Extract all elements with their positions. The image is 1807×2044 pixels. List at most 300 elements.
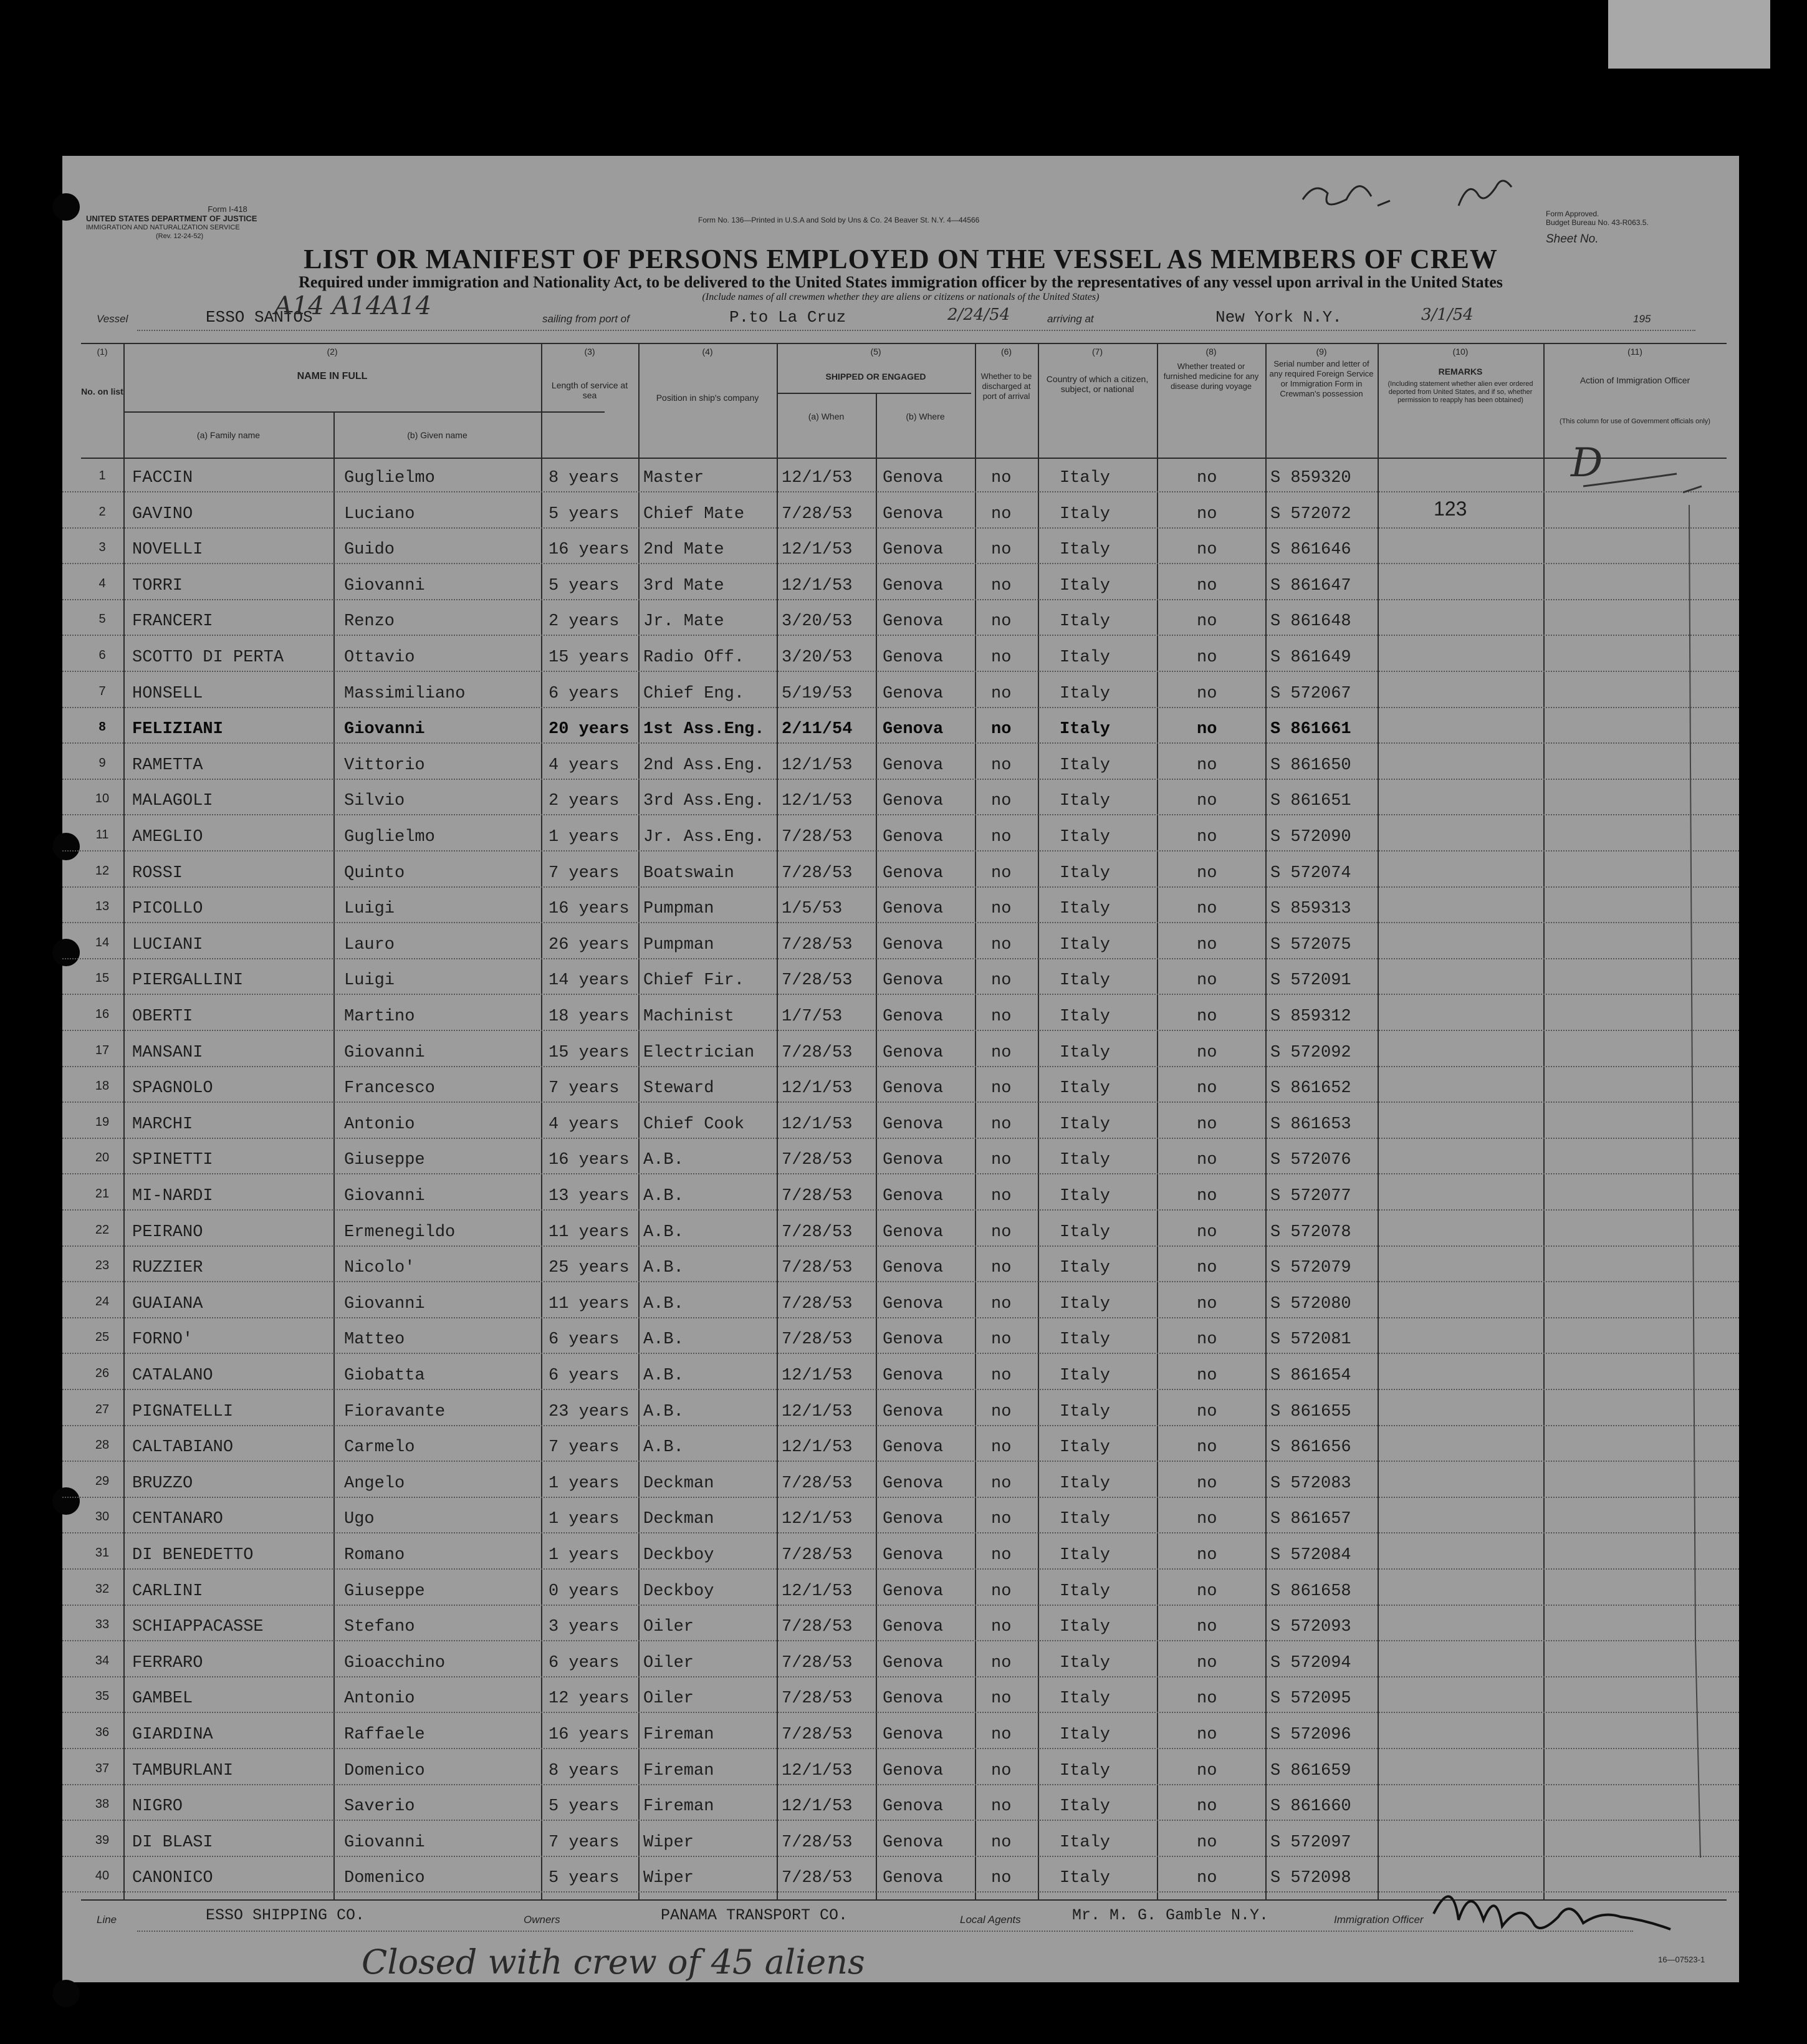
- shipped-when: 12/1/53: [782, 1079, 853, 1098]
- position: A.B.: [643, 1294, 684, 1313]
- family-name: GAMBEL: [132, 1689, 193, 1709]
- position: A.B.: [643, 1222, 684, 1242]
- shipped-where: Genova: [883, 1294, 944, 1313]
- discharge: no: [991, 756, 1012, 775]
- row-number: 9: [98, 756, 106, 770]
- vessel-line-rule: [137, 329, 1695, 331]
- country: Italy: [1060, 756, 1111, 775]
- line-value: ESSO SHIPPING CO.: [206, 1906, 365, 1924]
- shipped-when: 7/28/53: [782, 1869, 853, 1888]
- shipped-where: Genova: [883, 1330, 944, 1350]
- shipped-where: Genova: [883, 612, 944, 631]
- shipped-when: 3/20/53: [782, 612, 853, 631]
- row-number: 13: [95, 900, 110, 914]
- table-row: [62, 783, 1739, 819]
- col-header-when: (a) When: [808, 411, 845, 421]
- discharge: no: [991, 1115, 1012, 1134]
- row-rule: [62, 635, 1739, 636]
- shipped-where: Genova: [883, 1581, 944, 1601]
- medicine: no: [1197, 1869, 1217, 1888]
- col-11-number: (11): [1627, 347, 1642, 357]
- row-rule: [62, 1820, 1739, 1821]
- row-number: 20: [95, 1151, 110, 1165]
- country: Italy: [1060, 1366, 1111, 1385]
- position: Steward: [643, 1079, 714, 1098]
- discharge: no: [991, 1294, 1012, 1313]
- serial-number: S 572077: [1270, 1187, 1351, 1206]
- row-rule: [62, 1138, 1739, 1139]
- shipped-where: Genova: [883, 1079, 944, 1098]
- medicine: no: [1197, 863, 1217, 883]
- position: Deckman: [643, 1474, 714, 1493]
- country: Italy: [1060, 1187, 1111, 1206]
- row-rule: [62, 707, 1739, 708]
- arrival-date: 3/1/54: [1421, 305, 1474, 324]
- country: Italy: [1060, 1797, 1111, 1816]
- discharge: no: [991, 1007, 1012, 1026]
- shipped-when: 7/28/53: [782, 1833, 853, 1852]
- shipped-when: 7/28/53: [782, 1259, 853, 1278]
- shipped-when: 7/28/53: [782, 504, 853, 524]
- serial-number: S 572094: [1270, 1653, 1351, 1672]
- vessel-label: Vessel: [97, 313, 128, 325]
- position: Chief Cook: [643, 1115, 745, 1134]
- action-column-pen-line: [1546, 455, 1720, 1889]
- remark-number: 123: [1434, 497, 1467, 520]
- family-name: PIERGALLINI: [132, 971, 244, 991]
- position: Deckboy: [643, 1581, 714, 1601]
- shipped-subheader-rule: [778, 393, 971, 394]
- col-header-service: Length of service at sea: [551, 380, 628, 400]
- row-number: 39: [95, 1833, 110, 1847]
- row-rule: [62, 491, 1739, 492]
- given-name: Stefano: [344, 1618, 415, 1637]
- year-suffix: 195: [1633, 313, 1651, 325]
- country: Italy: [1060, 1079, 1111, 1098]
- given-name: Francesco: [344, 1079, 435, 1098]
- service-length: 16 years: [549, 1151, 630, 1170]
- handwritten-marks: [1284, 162, 1533, 218]
- medicine: no: [1197, 792, 1217, 811]
- serial-number: S 572098: [1270, 1869, 1351, 1888]
- shipped-where: Genova: [883, 1222, 944, 1242]
- service-length: 16 years: [549, 900, 630, 919]
- row-rule: [62, 1532, 1739, 1533]
- country: Italy: [1060, 1725, 1111, 1744]
- family-name: MANSANI: [132, 1043, 203, 1062]
- given-name: Giovanni: [344, 1187, 425, 1206]
- shipped-when: 7/28/53: [782, 971, 853, 991]
- col-8-number: (8): [1205, 347, 1217, 357]
- given-name: Guglielmo: [344, 828, 435, 847]
- discharge: no: [991, 1438, 1012, 1457]
- row-rule: [62, 1856, 1739, 1857]
- discharge: no: [991, 720, 1012, 739]
- position: Deckboy: [643, 1546, 714, 1565]
- position: Fireman: [643, 1797, 714, 1816]
- given-name: Romano: [344, 1546, 405, 1565]
- medicine: no: [1197, 1294, 1217, 1313]
- col-3-number: (3): [584, 347, 595, 357]
- country: Italy: [1060, 540, 1111, 560]
- country: Italy: [1060, 612, 1111, 631]
- shipped-where: Genova: [883, 935, 944, 954]
- table-row: [62, 1035, 1739, 1071]
- shipped-where: Genova: [883, 1366, 944, 1385]
- discharge: no: [991, 828, 1012, 847]
- position: Oiler: [643, 1689, 694, 1709]
- given-name: Giovanni: [344, 1043, 425, 1062]
- shipped-where: Genova: [883, 1007, 944, 1026]
- sheet-number-label: Sheet No.: [1546, 233, 1599, 246]
- position: Oiler: [643, 1653, 694, 1672]
- family-name: NOVELLI: [132, 540, 203, 560]
- serial-number: S 572076: [1270, 1151, 1351, 1170]
- service-length: 7 years: [549, 863, 620, 883]
- printer-note: Form No. 136—Printed in U.S.A and Sold by Uns & Co. 24 Beaver St. N.Y. 4—44566: [698, 216, 980, 224]
- owners-label: Owners: [524, 1914, 560, 1926]
- family-name: MALAGOLI: [132, 792, 213, 811]
- budget-bureau: Budget Bureau No. 43-R063.5.: [1546, 218, 1649, 227]
- table-row: [62, 1394, 1739, 1430]
- discharge: no: [991, 971, 1012, 991]
- shipped-when: 7/28/53: [782, 1187, 853, 1206]
- row-number: 11: [95, 828, 109, 842]
- shipped-where: Genova: [883, 1797, 944, 1816]
- family-name: TAMBURLANI: [132, 1761, 234, 1780]
- punch-hole: [52, 1980, 80, 2007]
- given-name: Luigi: [344, 900, 395, 919]
- service-length: 3 years: [549, 1618, 620, 1637]
- col-header-shipped: SHIPPED OR ENGAGED: [825, 372, 926, 381]
- position: Pumpman: [643, 900, 714, 919]
- family-name: DI BLASI: [132, 1833, 213, 1852]
- table-row: [62, 1286, 1739, 1322]
- table-row: [62, 1609, 1739, 1645]
- country: Italy: [1060, 1402, 1111, 1421]
- shipped-where: Genova: [883, 1653, 944, 1672]
- table-row: [62, 1142, 1739, 1178]
- country: Italy: [1060, 1115, 1111, 1134]
- family-name: SCHIAPPACASSE: [132, 1618, 264, 1637]
- shipped-where: Genova: [883, 576, 944, 595]
- approval-line: Form Approved.: [1546, 209, 1599, 218]
- shipped-where: Genova: [883, 1115, 944, 1134]
- service-length: 2 years: [549, 792, 620, 811]
- row-rule: [62, 779, 1739, 780]
- serial-number: S 572079: [1270, 1259, 1351, 1278]
- shipped-when: 12/1/53: [782, 1438, 853, 1457]
- country: Italy: [1060, 1869, 1111, 1888]
- row-number: 22: [95, 1222, 110, 1237]
- medicine: no: [1197, 1653, 1217, 1672]
- country: Italy: [1060, 1653, 1111, 1672]
- serial-number: S 572097: [1270, 1833, 1351, 1852]
- row-number: 25: [95, 1330, 110, 1345]
- row-number: 17: [95, 1043, 110, 1057]
- discharge: no: [991, 863, 1012, 883]
- country: Italy: [1060, 935, 1111, 954]
- table-row: [62, 1429, 1739, 1466]
- serial-number: S 572096: [1270, 1725, 1351, 1744]
- col-header-name-in-full: NAME IN FULL: [297, 371, 368, 381]
- owners-value: PANAMA TRANSPORT CO.: [661, 1906, 848, 1924]
- service-length: 1 years: [549, 828, 620, 847]
- table-row: [62, 1573, 1739, 1610]
- family-name: PEIRANO: [132, 1222, 203, 1242]
- shipped-where: Genova: [883, 540, 944, 560]
- shipped-where: Genova: [883, 1151, 944, 1170]
- sail-date: 2/24/54: [947, 305, 1010, 324]
- row-rule: [62, 1568, 1739, 1570]
- medicine: no: [1197, 1581, 1217, 1601]
- row-number: 1: [98, 469, 106, 482]
- shipped-where: Genova: [883, 792, 944, 811]
- table-row: [62, 1717, 1739, 1753]
- country: Italy: [1060, 792, 1111, 811]
- col-header-medicine: Whether treated or furnished medicine for any disease during voyage: [1163, 362, 1259, 391]
- discharge: no: [991, 935, 1012, 954]
- discharge: no: [991, 648, 1012, 667]
- row-number: 40: [95, 1869, 110, 1883]
- given-name: Fioravante: [344, 1402, 446, 1421]
- discharge: no: [991, 1222, 1012, 1242]
- position: Radio Off.: [643, 648, 745, 667]
- serial-number: S 572083: [1270, 1474, 1351, 1493]
- row-rule: [62, 1317, 1739, 1318]
- family-name: RUZZIER: [132, 1259, 203, 1278]
- family-name: GUAIANA: [132, 1294, 203, 1313]
- row-rule: [62, 1066, 1739, 1067]
- position: Oiler: [643, 1618, 694, 1637]
- country: Italy: [1060, 504, 1111, 524]
- table-row: [62, 1466, 1739, 1502]
- serial-number: S 861659: [1270, 1761, 1351, 1780]
- position: Machinist: [643, 1007, 734, 1026]
- row-number: 31: [95, 1546, 110, 1560]
- discharge: no: [991, 1187, 1012, 1206]
- given-name: Quinto: [344, 863, 405, 883]
- family-name: CANONICO: [132, 1869, 213, 1888]
- family-name: PIGNATELLI: [132, 1402, 234, 1421]
- shipped-when: 12/1/53: [782, 1366, 853, 1385]
- shipped-where: Genova: [883, 469, 944, 487]
- row-rule: [62, 994, 1739, 995]
- service-length: 23 years: [549, 1402, 630, 1421]
- shipped-when: 12/1/53: [782, 469, 853, 487]
- row-rule: [62, 1748, 1739, 1749]
- position: A.B.: [643, 1402, 684, 1421]
- family-name: CATALANO: [132, 1366, 213, 1385]
- family-name: OBERTI: [132, 1007, 193, 1026]
- medicine: no: [1197, 1474, 1217, 1493]
- service-length: 0 years: [549, 1581, 620, 1601]
- family-name: NIGRO: [132, 1797, 183, 1816]
- table-row: [62, 711, 1739, 747]
- shipped-where: Genova: [883, 648, 944, 667]
- discharge: no: [991, 1725, 1012, 1744]
- row-number: 7: [98, 684, 106, 698]
- medicine: no: [1197, 1761, 1217, 1780]
- shipped-where: Genova: [883, 1402, 944, 1421]
- row-rule: [62, 1101, 1739, 1103]
- serial-number: S 861650: [1270, 756, 1351, 775]
- discharge: no: [991, 1581, 1012, 1601]
- table-row: [62, 568, 1739, 604]
- family-name: CARLINI: [132, 1581, 203, 1601]
- shipped-when: 7/28/53: [782, 1653, 853, 1672]
- given-name: Massimiliano: [344, 684, 466, 703]
- service-length: 16 years: [549, 1725, 630, 1744]
- shipped-where: Genova: [883, 1474, 944, 1493]
- col-7-number: (7): [1091, 347, 1103, 357]
- serial-number: S 572090: [1270, 828, 1351, 847]
- row-rule: [62, 1353, 1739, 1354]
- col-header-where: (b) Where: [906, 411, 945, 421]
- sailing-label: sailing from port of: [542, 313, 630, 325]
- given-name: Antonio: [344, 1115, 415, 1134]
- country: Italy: [1060, 1438, 1111, 1457]
- service-length: 15 years: [549, 1043, 630, 1062]
- table-row: [62, 676, 1739, 712]
- position: Jr. Mate: [643, 612, 724, 631]
- serial-number: S 861654: [1270, 1366, 1351, 1385]
- officer-signature: [1421, 1876, 1683, 1939]
- family-name: FELIZIANI: [132, 720, 223, 739]
- row-rule: [62, 814, 1739, 815]
- service-length: 25 years: [549, 1259, 630, 1278]
- serial-number: S 861653: [1270, 1115, 1351, 1134]
- discharge: no: [991, 1761, 1012, 1780]
- row-rule: [62, 1461, 1739, 1462]
- discharge: no: [991, 469, 1012, 487]
- table-row: [62, 532, 1739, 568]
- shipped-where: Genova: [883, 828, 944, 847]
- shipped-when: 12/1/53: [782, 756, 853, 775]
- given-name: Giobatta: [344, 1366, 425, 1385]
- service-length: 1 years: [549, 1510, 620, 1529]
- shipped-when: 12/1/53: [782, 540, 853, 560]
- given-name: Luciano: [344, 504, 415, 524]
- table-row: [62, 962, 1739, 999]
- col-header-family-name: (a) Family name: [196, 430, 261, 440]
- service-length: 5 years: [549, 1869, 620, 1888]
- row-number: 34: [95, 1653, 110, 1667]
- row-number: 30: [95, 1510, 110, 1524]
- row-number: 24: [95, 1294, 110, 1308]
- serial-number: S 861657: [1270, 1510, 1351, 1529]
- table-row: [62, 1250, 1739, 1286]
- service-length: 8 years: [549, 469, 620, 487]
- col-header-action: Action of Immigration Officer: [1579, 375, 1690, 385]
- country: Italy: [1060, 1833, 1111, 1852]
- manifest-sheet: [62, 156, 1739, 1982]
- family-name: FRANCERI: [132, 612, 213, 631]
- row-number: 6: [98, 648, 106, 662]
- given-name: Giovanni: [344, 1294, 425, 1313]
- table-row: [62, 603, 1739, 640]
- service-length: 20 years: [549, 720, 630, 739]
- country: Italy: [1060, 1259, 1111, 1278]
- col-2-number: (2): [327, 347, 338, 357]
- header-bottom-border: [81, 458, 1727, 459]
- medicine: no: [1197, 935, 1217, 954]
- row-number: 38: [95, 1797, 110, 1811]
- position: A.B.: [643, 1151, 684, 1170]
- shipped-where: Genova: [883, 971, 944, 991]
- col-1-number: (1): [97, 347, 108, 357]
- row-rule: [62, 1497, 1739, 1498]
- family-name: SPINETTI: [132, 1151, 213, 1170]
- serial-number: S 572084: [1270, 1546, 1351, 1565]
- serial-number: S 572078: [1270, 1222, 1351, 1242]
- family-name: CALTABIANO: [132, 1438, 234, 1457]
- shipped-where: Genova: [883, 1761, 944, 1780]
- given-name: Matteo: [344, 1330, 405, 1350]
- punch-hole: [52, 193, 80, 221]
- discharge: no: [991, 1043, 1012, 1062]
- shipped-where: Genova: [883, 1869, 944, 1888]
- position: Pumpman: [643, 935, 714, 954]
- shipped-when: 12/1/53: [782, 1761, 853, 1780]
- family-name: GIARDINA: [132, 1725, 213, 1744]
- serial-number: S 572072: [1270, 504, 1351, 524]
- col-header-country: Country of which a citizen, subject, or national: [1046, 374, 1149, 394]
- shipped-where: Genova: [883, 1833, 944, 1852]
- shipped-when: 7/28/53: [782, 863, 853, 883]
- country: Italy: [1060, 1689, 1111, 1709]
- country: Italy: [1060, 1581, 1111, 1601]
- service-length: 6 years: [549, 1366, 620, 1385]
- medicine: no: [1197, 1510, 1217, 1529]
- shipped-where: Genova: [883, 1546, 944, 1565]
- service-length: 6 years: [549, 684, 620, 703]
- row-rule: [62, 1605, 1739, 1606]
- medicine: no: [1197, 684, 1217, 703]
- row-number: 27: [95, 1402, 110, 1416]
- table-row: [62, 1501, 1739, 1537]
- shipped-when: 7/28/53: [782, 1330, 853, 1350]
- col-10-number: (10): [1452, 347, 1469, 357]
- medicine: no: [1197, 756, 1217, 775]
- shipped-where: Genova: [883, 900, 944, 919]
- family-name: TORRI: [132, 576, 183, 595]
- row-number: 36: [95, 1725, 110, 1739]
- service-length: 5 years: [549, 1797, 620, 1816]
- serial-number: S 572075: [1270, 935, 1351, 954]
- position: Jr. Ass.Eng.: [643, 828, 765, 847]
- shipped-where: Genova: [883, 1510, 944, 1529]
- row-rule: [62, 599, 1739, 600]
- row-number: 23: [95, 1259, 110, 1273]
- shipped-when: 12/1/53: [782, 1510, 853, 1529]
- table-row: [62, 1537, 1739, 1573]
- medicine: no: [1197, 1151, 1217, 1170]
- line-label: Line: [97, 1914, 117, 1926]
- medicine: no: [1197, 1222, 1217, 1242]
- shipped-when: 7/28/53: [782, 1222, 853, 1242]
- given-name: Domenico: [344, 1869, 425, 1888]
- row-rule: [62, 1173, 1739, 1174]
- given-name: Silvio: [344, 792, 405, 811]
- shipped-when: 7/28/53: [782, 1043, 853, 1062]
- table-row: [62, 496, 1739, 532]
- footer-form-code: 16—07523-1: [1658, 1955, 1705, 1964]
- medicine: no: [1197, 1079, 1217, 1098]
- table-row: [62, 1753, 1739, 1789]
- form-revision: (Rev. 12-24-52): [156, 233, 204, 240]
- service-length: 14 years: [549, 971, 630, 991]
